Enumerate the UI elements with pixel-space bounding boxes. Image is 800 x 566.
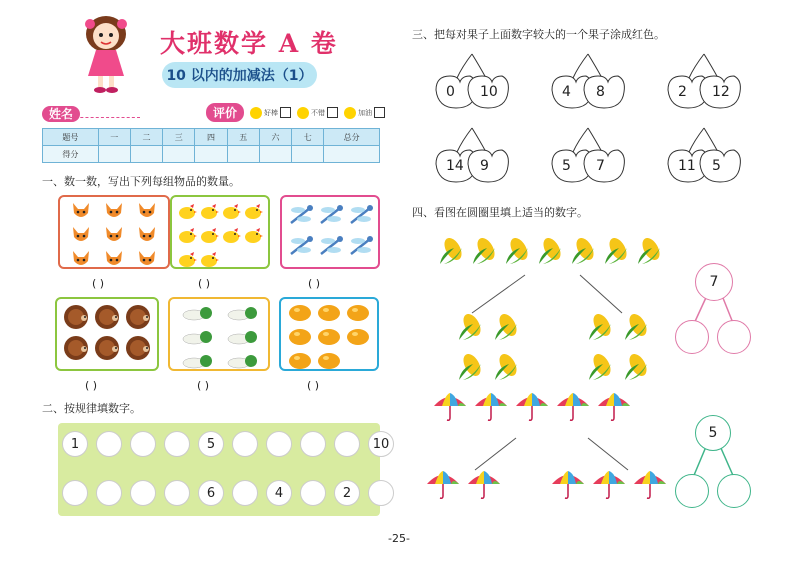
umbrella-icon [473,392,509,426]
score-cell[interactable] [227,146,259,163]
umbrella-total-circle: 5 [695,415,731,451]
score-header: 二 [130,129,162,146]
hedgehog-icon [61,304,91,334]
section4-title: 四、看图在圆圈里填上适当的数字。 [412,206,588,219]
umbrella-group-top [432,392,632,426]
umbrella-icon [632,470,668,504]
chick-icon [220,225,242,249]
umbrella-group-left [425,470,502,504]
answer-blank[interactable]: ( ) [92,277,105,290]
cherry-pair[interactable] [432,126,512,186]
sequence-blank[interactable] [368,480,394,506]
sequence-blank[interactable] [96,431,122,457]
cherry-left-number: 4 [562,84,571,100]
lemon-icon [316,351,342,375]
dragonfly-icon [346,235,376,261]
cherry-pair[interactable] [548,52,628,112]
sequence-blank[interactable] [62,480,88,506]
smiley-icon [344,107,356,119]
dragonfly-icon [316,204,346,230]
score-cell[interactable] [163,146,195,163]
corn-icon [535,234,565,270]
sequence-blank[interactable] [130,480,156,506]
cabbage-count-box [168,297,270,371]
score-header: 一 [98,129,130,146]
score-header: 总分 [324,129,380,146]
cherry-left-number: 0 [446,84,455,100]
umbrella-answer-circle-left[interactable] [675,474,709,508]
fox-icon [70,201,92,225]
smiley-icon [297,107,309,119]
score-header: 题号 [43,129,99,146]
corn-icon [455,350,487,386]
cherry-pair[interactable] [548,126,628,186]
cherry-pair[interactable] [664,126,744,186]
cherry-right-number: 12 [712,84,730,100]
score-row-label: 得分 [43,146,99,163]
corn-icon [491,350,523,386]
branch-line [580,275,622,313]
eval-option-1[interactable]: 好棒 [250,107,297,119]
corn-icon [491,310,523,346]
sequence-given-number: 5 [198,431,224,457]
branch-line [472,275,525,313]
corn-icon [568,234,598,270]
section1-title: 一、数一数，写出下列每组物品的数量。 [42,175,240,188]
branch-line [588,438,628,470]
umbrella-icon [555,392,591,426]
dragonfly-count-box [280,195,380,269]
chick-icon [176,249,198,273]
sequence-given-number: 10 [368,431,394,457]
corn-answer-circle-right[interactable] [717,320,751,354]
corn-icon [585,350,617,386]
sequence-blank[interactable] [266,431,292,457]
sequence-row-1 [62,431,394,457]
corn-icon [502,234,532,270]
sequence-blank[interactable] [232,480,258,506]
lemon-icon [287,351,313,375]
cherry-left-number: 2 [678,84,687,100]
chick-icon [176,201,198,225]
section2-title: 二、按规律填数字。 [42,402,141,415]
chick-count-box [170,195,270,269]
dragonfly-icon [286,235,316,261]
sequence-blank[interactable] [334,431,360,457]
corn-icon [585,310,617,346]
answer-blank[interactable]: ( ) [197,379,210,392]
sequence-blank[interactable] [300,431,326,457]
cherry-left-number: 5 [562,158,571,174]
corn-total-circle: 7 [695,263,733,301]
lemon-icon [287,327,313,351]
sequence-blank[interactable] [164,480,190,506]
chick-icon [198,225,220,249]
chick-icon [176,225,198,249]
corn-icon [469,234,499,270]
checkbox[interactable] [280,107,291,118]
score-cell[interactable] [292,146,324,163]
hedgehog-count-box [55,297,159,371]
dragonfly-icon [286,204,316,230]
cabbage-icon [227,327,257,351]
umbrella-answer-circle-right[interactable] [717,474,751,508]
fox-icon [136,225,158,249]
eval-option-2[interactable]: 不错 [297,107,344,119]
sequence-row-2 [62,480,394,506]
answer-blank[interactable]: ( ) [198,277,211,290]
umbrella-group-right [550,470,668,504]
hedgehog-icon [61,335,91,365]
corn-icon [601,234,631,270]
cabbage-icon [182,303,212,327]
chick-icon [198,201,220,225]
score-header: 七 [292,129,324,146]
chick-icon [242,201,264,225]
chick-icon [198,249,220,273]
umbrella-icon [596,392,632,426]
score-header: 六 [259,129,291,146]
umbrella-icon [550,470,586,504]
page-number: -25- [388,532,410,545]
lemon-icon [345,303,371,327]
eval-label: 评价 [206,103,244,122]
dragonfly-icon [316,235,346,261]
umbrella-icon [514,392,550,426]
checkbox[interactable] [374,107,385,118]
lemon-icon [316,327,342,351]
cherry-pair[interactable] [432,52,512,112]
score-cell[interactable] [130,146,162,163]
fox-icon [103,225,125,249]
corn-icon [455,310,487,346]
cherry-right-number: 5 [712,158,721,174]
umbrella-icon [591,470,627,504]
score-cell[interactable] [259,146,291,163]
corn-group-left [455,310,523,386]
sequence-given-number: 4 [266,480,292,506]
cherry-left-number: 14 [446,158,464,174]
cherry-right-number: 10 [480,84,498,100]
umbrella-icon [466,470,502,504]
eval-option-3[interactable]: 加油 [344,107,391,119]
cherry-pair[interactable] [664,52,744,112]
corn-group-top [436,234,664,270]
name-label: 姓名 [42,106,80,122]
hedgehog-icon [92,335,122,365]
page-subtitle: 10 以内的加减法（1） [162,62,317,88]
cabbage-icon [227,303,257,327]
fox-count-box [58,195,170,269]
corn-group-right [585,310,653,386]
score-header: 五 [227,129,259,146]
fox-icon [103,249,125,273]
chick-icon [242,225,264,249]
answer-blank[interactable]: ( ) [307,379,320,392]
sequence-blank[interactable] [300,480,326,506]
fox-icon [70,225,92,249]
score-table [42,128,380,163]
hedgehog-icon [123,335,153,365]
hedgehog-icon [123,304,153,334]
fox-icon [70,249,92,273]
section3-title: 三、把每对果子上面数字较大的一个果子涂成红色。 [412,28,665,41]
cabbage-icon [182,327,212,351]
corn-icon [621,350,653,386]
cherry-left-number: 11 [678,158,696,174]
answer-blank[interactable]: ( ) [85,379,98,392]
sequence-blank[interactable] [96,480,122,506]
name-field[interactable] [70,117,140,118]
lemon-icon [316,303,342,327]
cherry-right-number: 9 [480,158,489,174]
score-cell[interactable] [195,146,227,163]
score-cell[interactable] [98,146,130,163]
page-title: 大班数学 A 卷 [160,29,338,58]
cherry-right-number: 7 [596,158,605,174]
corn-icon [634,234,664,270]
checkbox[interactable] [327,107,338,118]
umbrella-icon [432,392,468,426]
cabbage-icon [227,351,257,375]
chick-icon [220,201,242,225]
lemon-icon [287,303,313,327]
corn-icon [436,234,466,270]
score-header: 四 [195,129,227,146]
lemon-count-box [279,297,379,371]
fox-icon [136,201,158,225]
sequence-given-number: 1 [62,431,88,457]
sequence-given-number: 6 [198,480,224,506]
corn-answer-circle-left[interactable] [675,320,709,354]
hedgehog-icon [92,304,122,334]
fox-icon [136,249,158,273]
umbrella-icon [425,470,461,504]
cherry-right-number: 8 [596,84,605,100]
sequence-blank[interactable] [164,431,190,457]
dragonfly-icon [346,204,376,230]
girl-illustration [76,14,136,96]
sequence-given-number: 2 [334,480,360,506]
lemon-icon [345,327,371,351]
fox-icon [103,201,125,225]
sequence-blank[interactable] [232,431,258,457]
sequence-blank[interactable] [130,431,156,457]
sequence-panel [58,423,390,516]
score-header: 三 [163,129,195,146]
name-row [42,103,80,122]
score-cell[interactable] [324,146,380,163]
cabbage-icon [182,351,212,375]
answer-blank[interactable]: ( ) [308,277,321,290]
corn-icon [621,310,653,346]
branch-line [475,438,516,470]
evaluation-row [206,103,391,122]
smiley-icon [250,107,262,119]
